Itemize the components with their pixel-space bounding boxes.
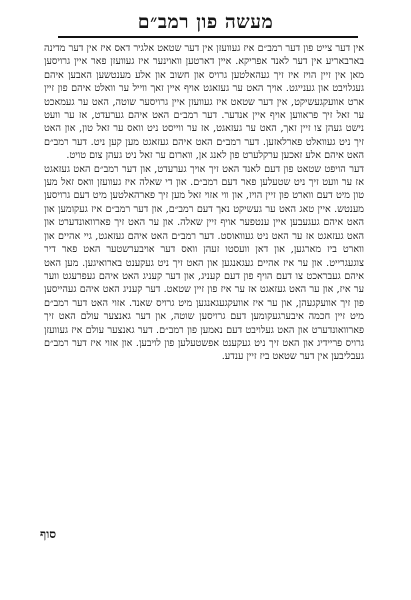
catchword: סוף	[40, 527, 57, 541]
paragraph-2: דער הויפט שטאט פון דעם לאנד האט זיך אויך גערעדט, און דער רמב״ם האט געזאגט אז ער וועט זיך ניט שטעלען פאר דעם רמב״ם. און די שאלה איז געוועזן וואס זאל מען טון מיט דעם ווארט פון זיין הויז, און ווי אזוי זאל מען זיך פארהאלטען מיט דעם גרויסען מענטש. איין טאג האט ער געשיקט נאך דעם רמב״ם, און דער רמב״ם איז געקומען און האט איהם געגעבען איין ענטפער אויף זיין שאלה. און ער האט זיך פארוואונדערט און האט געזאגט אז ער האט ניט געוואוסט. דער רמב״ם האט איהם געזאגט, גיי אהיים און ווארט ביז מארגען, און דאן וועסטו זעהן וואס דער אויבערשטער האט פאר דיר צוגעגרייט. און ער איז אהיים געגאנגען און האט זיך ניט געקענט בארואיגען. מען האט איהם געבראכט צו דעם הויף פון דעם קעניג, און דער קעניג האט איהם געפרעגט ווער ער איז, און ער האט געזאגט אז ער איז פון זיין שטאט. דער קעניג האט איהם געהייסען פון זיך אוועקגעהן, און ער איז אוועקגעגאנגען מיט גרויס שאנד. אזוי האט דער רמב״ם מיט זיין חכמה איבערגעקומען דעם גרויסען שוטה, און דער גאנצער עולם האט זיך פארוואונדערט און האט געלויבט דעם נאמען פון רמב״ם. דער גאנצער עולם איז געוועזן גרויס פריידיג און האט זיך ניט געקענט אפשטעלען פון לויבען. און אזוי איז דער רמב״ם געבליבען אין דער שטאט ביז זיין ענדע.	[44, 163, 364, 363]
page-title: מעשה פון רמב״ם	[137, 11, 274, 33]
body-text	[44, 42, 364, 364]
paragraph-1: אין דער צייט פון דער רמב״ם איז געוועזן אין דער שטאט אלגיר דאס איז אין דער מדינה בארבאריע אין דער לאנד אפריקא. איין דארטען וואוינער איז געוועזן פאר איין גרויסען מאן אין זיין הויז איז זיך געהאלטען גרויס און חשוב און אלע מענטשען האבען איהם געגלויבט און גענייגט. אויך האט ער געזאגט אויף איין זאך ווייל ער וואלט איהם פון זיין ארט אוועקגעשיקט, אין דער שטאט איז געוועזן איין גרויסער שוטה, האט ער געמאכט ער זאל זיך פראווען אויף איין אנדער. דער רמב״ם האט איהם גערעדט, אז ער וועט נישט געהן צו זיין זאך, האט ער געזאגט, אז ער ווייסט ניט וואס ער זאל טון, און האט זיך ניט געוואלט פארלאזען. דער רמב״ם האט איהם געזאגט מען קען ניט. דער רמב״ם האט איהם אלע זאכען ערקלערט פון לאנג אן, ווארום ער זאל ניט געהן צום טויט.	[44, 43, 364, 162]
title-rule	[58, 36, 358, 38]
